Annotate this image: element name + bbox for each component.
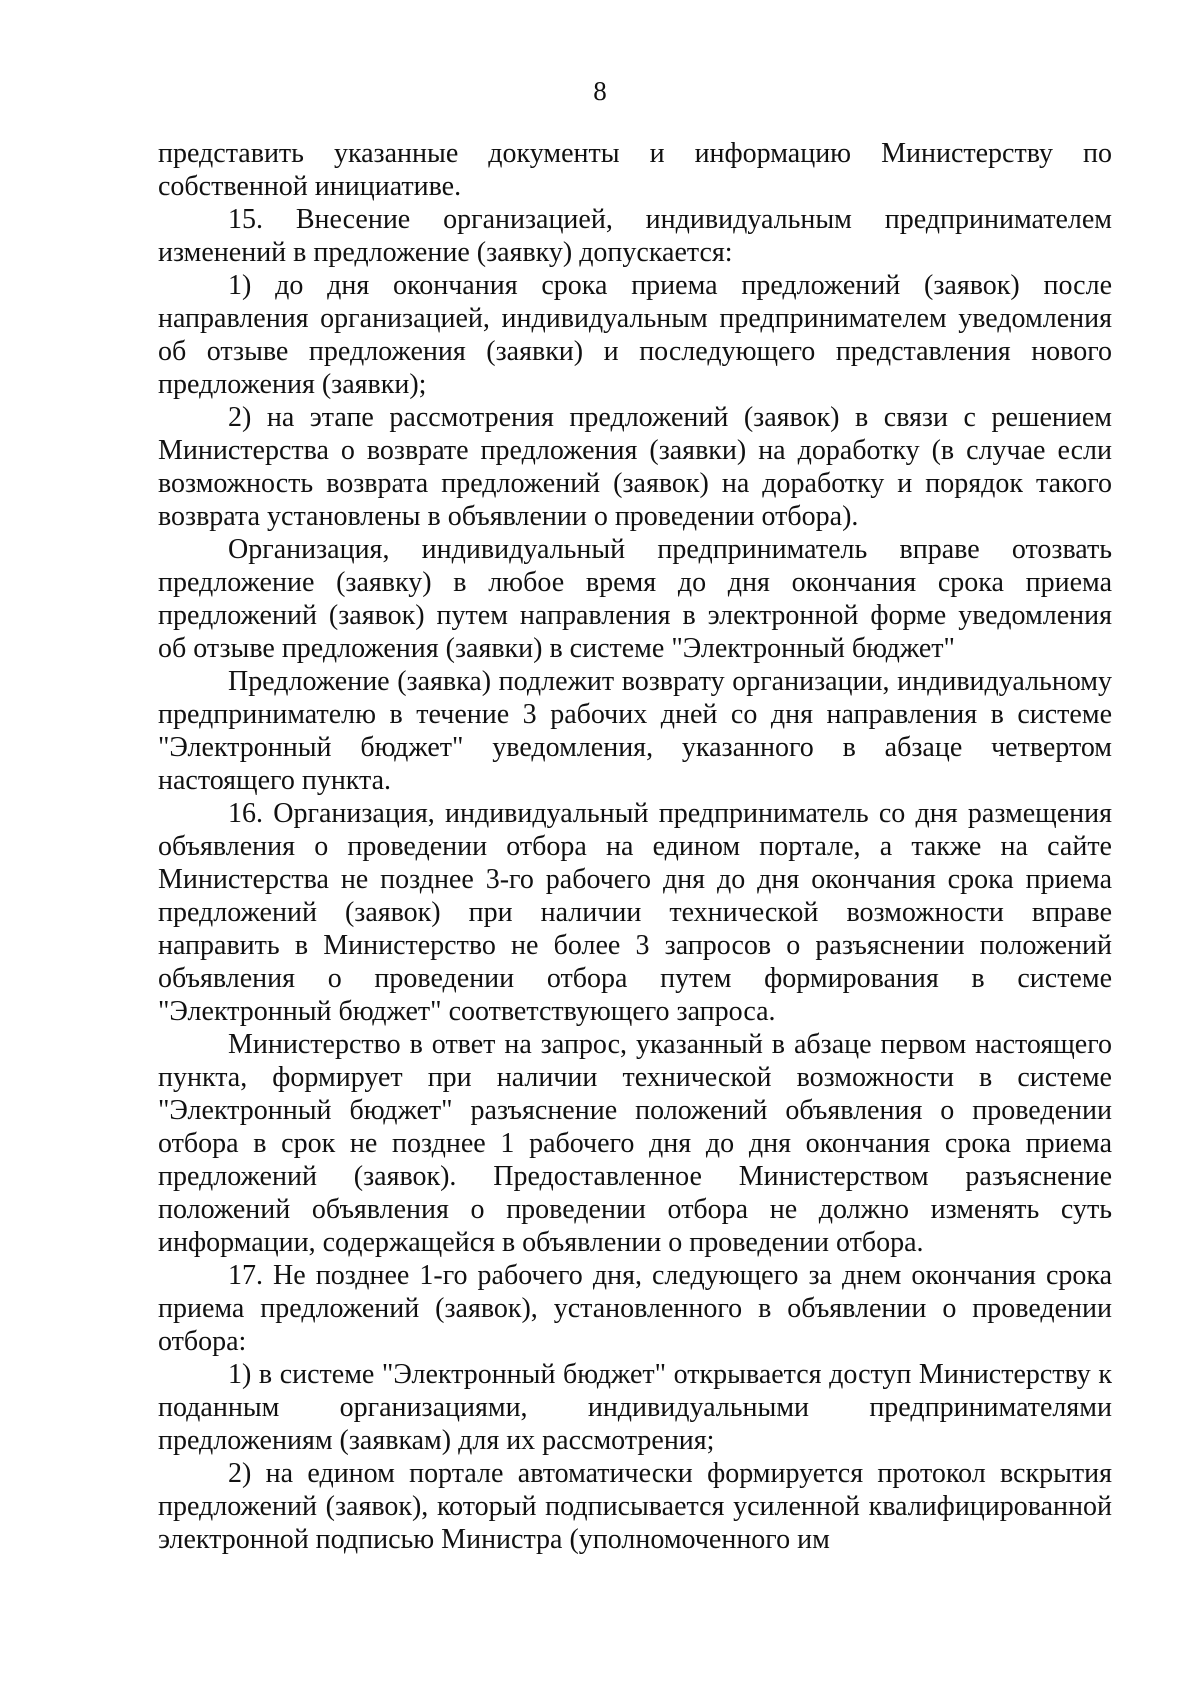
paragraph: представить указанные документы и информацию Министерству по собственной инициативе. bbox=[158, 138, 1112, 202]
paragraph: 2) на едином портале автоматически формируется протокол вскрытия предложений (заявок), который подписывается усиленной квалифицированной электронной подписью Министра (уполномоченного им bbox=[158, 1458, 1112, 1555]
paragraph: 1) в системе "Электронный бюджет" открывается доступ Министерству к поданным организациями, индивидуальными предпринимателями предложениям (заявкам) для их рассмотрения; bbox=[158, 1359, 1112, 1456]
paragraph: 15. Внесение организацией, индивидуальным предпринимателем изменений в предложение (заявку) допускается: bbox=[158, 204, 1112, 268]
paragraph: 16. Организация, индивидуальный предприниматель со дня размещения объявления о проведении отбора на едином портале, а также на сайте Министерства не позднее 3-го рабочего дня до дня окончания срока приема предложений (заявок) при наличии технической возможности вправе направить в Министерство не более 3 запросов о разъяснении положений объявления о проведении отбора путем формирования в системе "Электронный бюджет" соответствующего запроса. bbox=[158, 798, 1112, 1027]
page-number: 8 bbox=[593, 76, 607, 106]
paragraph: 17. Не позднее 1-го рабочего дня, следующего за днем окончания срока приема предложений (заявок), установленного в объявлении о проведении отбора: bbox=[158, 1260, 1112, 1357]
paragraph: Предложение (заявка) подлежит возврату организации, индивидуальному предпринимателю в течение 3 рабочих дней со дня направления в системе "Электронный бюджет" уведомления, указанного в абзаце четвертом настоящего пункта. bbox=[158, 666, 1112, 796]
paragraph: Министерство в ответ на запрос, указанный в абзаце первом настоящего пункта, формирует при наличии технической возможности в системе "Электронный бюджет" разъяснение положений объявления о проведении отбора в срок не позднее 1 рабочего дня до дня окончания срока приема предложений (заявок). Предоставленное Министерством разъяснение положений объявления о проведении отбора не должно изменять суть информации, содержащейся в объявлении о проведении отбора. bbox=[158, 1029, 1112, 1258]
paragraph: Организация, индивидуальный предприниматель вправе отозвать предложение (заявку) в любое время до дня окончания срока приема предложений (заявок) путем направления в электронной форме уведомления об отзыве предложения (заявки) в системе "Электронный бюджет" bbox=[158, 534, 1112, 664]
document-body bbox=[158, 137, 1112, 1556]
paragraph: 2) на этапе рассмотрения предложений (заявок) в связи с решением Министерства о возврате предложения (заявки) на доработку (в случае если возможность возврата предложений (заявок) на доработку и порядок такого возврата установлены в объявлении о проведении отбора). bbox=[158, 402, 1112, 532]
paragraph: 1) до дня окончания срока приема предложений (заявок) после направления организацией, индивидуальным предпринимателем уведомления об отзыве предложения (заявки) и последующего представления нового предложения (заявки); bbox=[158, 270, 1112, 400]
